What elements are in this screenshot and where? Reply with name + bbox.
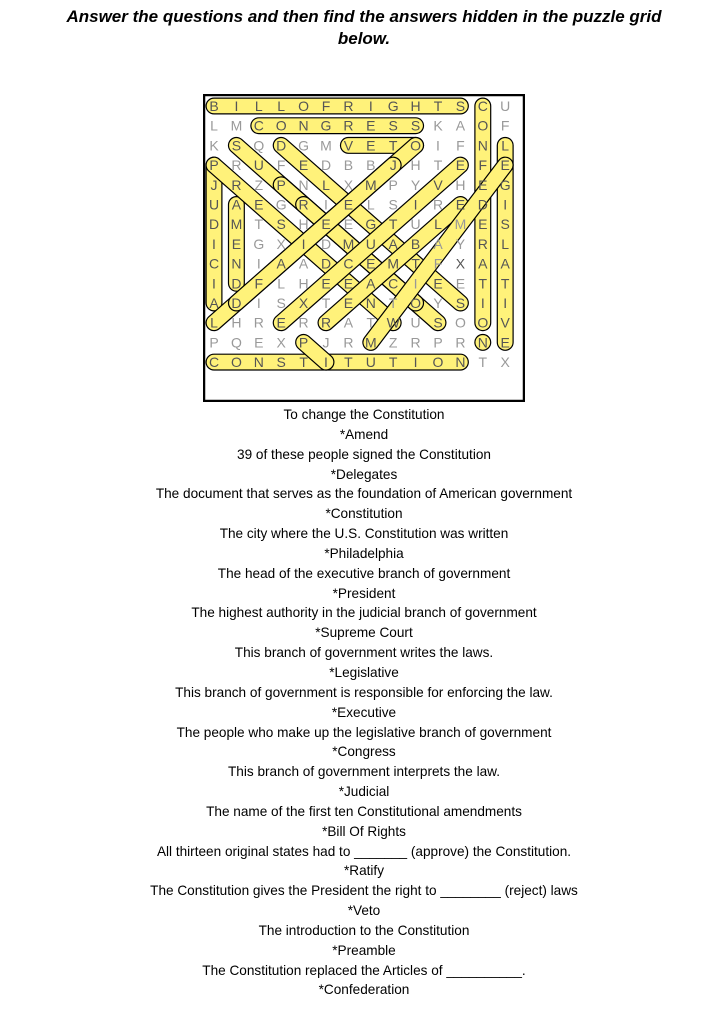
grid-letter: L <box>501 137 510 154</box>
grid-letter: C <box>477 98 488 114</box>
grid-letter: I <box>413 196 418 213</box>
grid-letter: T <box>299 354 308 371</box>
grid-letter: G <box>365 216 377 233</box>
grid-letter: L <box>322 176 330 193</box>
grid-letter: P <box>433 334 443 351</box>
word-search-grid <box>203 94 525 402</box>
grid-letter: U <box>500 98 511 114</box>
grid-letter: S <box>388 196 398 213</box>
grid-letter: I <box>324 354 328 371</box>
grid-letter: H <box>298 275 309 292</box>
grid-letter: A <box>500 255 510 272</box>
clue-answer: *Ratify <box>343 863 385 879</box>
grid-letter: D <box>320 157 332 174</box>
grid-letter: N <box>298 176 309 193</box>
grid-letter: Q <box>230 334 242 351</box>
grid-letter: M <box>454 216 467 233</box>
grid-letter: T <box>388 216 398 233</box>
grid-letter: Y <box>410 176 421 193</box>
grid-letter: I <box>256 295 261 311</box>
grid-letter: S <box>455 98 466 114</box>
grid-letter: R <box>343 334 354 351</box>
grid-letter: O <box>477 314 489 331</box>
grid-letter: Y <box>433 295 443 311</box>
grid-letter: R <box>410 334 421 351</box>
grid-letter: K <box>433 117 443 134</box>
grid-letter: N <box>477 334 488 351</box>
grid-letter: A <box>478 255 488 272</box>
grid-letter: I <box>301 235 306 252</box>
grid-letter: S <box>433 314 443 331</box>
grid-letter: T <box>388 295 398 311</box>
grid-letter: B <box>209 98 219 114</box>
grid-letter: S <box>276 354 286 371</box>
grid-letter: M <box>230 117 243 134</box>
grid-letter: T <box>433 157 443 174</box>
grid-letter: H <box>298 216 309 233</box>
clue-question: The name of the first ten Constitutional amendments <box>206 803 522 819</box>
grid-letter: D <box>231 295 242 311</box>
grid-letter: Z <box>388 334 398 351</box>
grid-letter: A <box>209 295 219 311</box>
grid-letter: V <box>433 176 443 193</box>
clue-question: The Constitution gives the President the right to ________ (reject) laws <box>150 883 578 899</box>
grid-letter: T <box>433 98 443 114</box>
clue-answer: *Supreme Court <box>315 625 413 641</box>
clue-answer: *Delegates <box>330 466 398 482</box>
grid-letter: G <box>253 235 265 252</box>
grid-letter: L <box>277 98 286 114</box>
grid-letter: R <box>320 314 332 331</box>
grid-letter: T <box>366 314 376 331</box>
grid-letter: I <box>234 98 239 114</box>
grid-letter: N <box>231 255 242 272</box>
clue-question: The head of the executive branch of government <box>217 565 511 581</box>
grid-letter: I <box>212 275 216 292</box>
grid-letter: L <box>254 98 263 114</box>
grid-letter: B <box>366 157 376 174</box>
grid-letter: P <box>298 334 309 351</box>
clue-question: The highest authority in the judicial branch of government <box>191 605 537 621</box>
grid-letter: R <box>231 176 242 193</box>
clue-question: The Constitution replaced the Articles of __________. <box>202 962 526 978</box>
clue-answer: *President <box>332 585 396 601</box>
clue-question: This branch of government is responsible for enforcing the law. <box>175 684 553 700</box>
grid-letter: Y <box>455 235 466 252</box>
grid-letter: O <box>230 354 242 371</box>
grid-letter: T <box>500 275 510 292</box>
grid-letter: S <box>500 216 510 233</box>
clue-answer: *Congress <box>332 744 396 760</box>
grid-letter: S <box>231 137 242 154</box>
grid-letter: O <box>410 295 422 311</box>
grid-letter: I <box>503 295 508 311</box>
grid-letter: H <box>455 176 466 193</box>
grid-letter: U <box>208 196 220 213</box>
instructions-line-1: Answer the questions and then find the answers hidden in the puzzle grid <box>66 7 662 26</box>
clue-answer: *Legislative <box>329 664 399 680</box>
grid-letter: A <box>388 235 398 252</box>
grid-letter: E <box>343 295 354 311</box>
grid-letter: F <box>276 157 286 174</box>
grid-letter: E <box>478 216 488 233</box>
grid-letter: S <box>388 117 398 134</box>
grid-letter: F <box>433 255 443 272</box>
grid-letter: E <box>276 314 286 331</box>
grid-letter: O <box>410 137 422 154</box>
grid-letter: N <box>477 137 488 154</box>
clue-question: The introduction to the Constitution <box>258 922 470 938</box>
grid-letter: D <box>320 235 332 252</box>
grid-letter: T <box>478 275 488 292</box>
grid-letter: T <box>254 216 264 233</box>
clue-question: To change the Constitution <box>283 407 445 422</box>
grid-letter: B <box>410 235 421 252</box>
grid-letter: A <box>455 117 466 134</box>
grid-letter: I <box>413 275 418 292</box>
grid-letter: J <box>210 176 218 193</box>
grid-letter: D <box>320 255 332 272</box>
grid-letter: L <box>366 196 375 213</box>
grid-letter: N <box>455 354 466 371</box>
grid-letter: L <box>501 235 510 252</box>
grid-letter: T <box>344 354 353 371</box>
grid-letter: R <box>343 98 354 114</box>
grid-letter: M <box>387 255 400 272</box>
grid-letter: I <box>368 98 373 114</box>
grid-letter: F <box>478 157 488 174</box>
grid-letter: L <box>210 117 218 134</box>
grid-letter: E <box>455 196 466 213</box>
grid-letter: O <box>432 354 444 371</box>
grid-letter: P <box>276 176 286 193</box>
grid-letter: L <box>210 314 218 331</box>
grid-letter: M <box>364 176 377 193</box>
grid-letter: E <box>500 334 510 351</box>
grid-letter: O <box>298 98 310 114</box>
clue-question: 39 of these people signed the Constitution <box>237 446 491 462</box>
grid-letter: O <box>275 117 287 134</box>
grid-letter: X <box>500 354 510 371</box>
grid-letter: A <box>433 235 443 252</box>
grid-letter: E <box>321 216 331 233</box>
grid-letter: O <box>477 117 489 134</box>
grid-letter: R <box>253 314 264 331</box>
clue-question: This branch of government interprets the law. <box>227 764 500 780</box>
grid-letter: U <box>410 314 421 331</box>
grid-letter: U <box>365 235 376 252</box>
grid-letter: J <box>322 334 330 351</box>
grid-letter: E <box>366 137 376 154</box>
grid-letter: E <box>455 157 466 174</box>
grid-letter: H <box>410 98 421 114</box>
grid-letter: Z <box>254 176 264 193</box>
grid-letter: K <box>209 137 219 154</box>
grid-letter: D <box>477 196 488 213</box>
grid-letter: F <box>321 98 331 114</box>
grid-letter: X <box>276 235 286 252</box>
grid-letter: S <box>410 117 421 134</box>
grid-letter: U <box>253 157 264 174</box>
grid-letter: E <box>455 275 466 292</box>
grid-letter: X <box>298 295 309 311</box>
clue-question: This branch of government writes the laws. <box>234 645 494 661</box>
grid-letter: F <box>456 137 465 154</box>
grid-letter: C <box>388 275 399 292</box>
clue-question: The people who make up the legislative branch of government <box>176 724 552 740</box>
grid-letter: R <box>455 334 466 351</box>
grid-letter: C <box>208 255 220 272</box>
grid-letter: A <box>298 255 309 272</box>
clue-answer: *Confederation <box>318 982 410 998</box>
grid-letter: H <box>231 314 242 331</box>
grid-letter: D <box>208 216 220 233</box>
grid-letter: E <box>433 275 443 292</box>
clue-answer: *Amend <box>339 426 389 442</box>
grid-letter: E <box>254 334 264 351</box>
grid-letter: I <box>503 196 508 213</box>
grid-letter: P <box>209 157 219 174</box>
grid-letter: L <box>277 275 286 292</box>
grid-letter: D <box>231 275 242 292</box>
grid-letter: E <box>343 216 354 233</box>
instructions-heading <box>0 6 728 50</box>
grid-letter: G <box>275 196 287 213</box>
grid-letter: E <box>478 176 488 193</box>
grid-letter: M <box>320 137 332 154</box>
grid-letter: C <box>343 255 354 272</box>
grid-letter: V <box>343 137 354 154</box>
grid-letter: C <box>208 354 220 371</box>
clue-answer: *Preamble <box>332 942 396 958</box>
clue-list <box>0 405 728 1000</box>
clue-answer: *Philadelphia <box>324 545 404 561</box>
grid-letter: T <box>321 295 331 311</box>
grid-letter: Q <box>253 137 265 154</box>
grid-letter: R <box>343 117 354 134</box>
grid-letter: E <box>343 275 354 292</box>
grid-letter: E <box>298 157 309 174</box>
grid-letter: U <box>365 354 376 371</box>
grid-letter: E <box>254 196 264 213</box>
grid-letter: D <box>276 137 287 154</box>
grid-letter: I <box>480 295 485 311</box>
grid-letter: W <box>386 314 400 331</box>
clue-answer: *Veto <box>347 903 381 919</box>
grid-letter: F <box>254 275 264 292</box>
grid-letter: S <box>455 295 466 311</box>
grid-letter: G <box>499 176 511 193</box>
grid-letter: P <box>388 176 398 193</box>
grid-letter: J <box>389 157 397 174</box>
grid-letter: S <box>276 216 286 233</box>
clue-question: The document that serves as the foundation of American government <box>155 486 573 502</box>
grid-letter: A <box>276 255 286 272</box>
grid-letter: E <box>321 275 331 292</box>
grid-letter: E <box>343 196 354 213</box>
grid-letter: G <box>387 98 399 114</box>
grid-letter: M <box>364 334 377 351</box>
grid-letter: N <box>298 117 309 134</box>
grid-letter: N <box>253 354 264 371</box>
grid-letter: G <box>320 117 332 134</box>
grid-letter: N <box>365 295 376 311</box>
grid-letter: E <box>231 235 242 252</box>
grid-letter: E <box>366 117 376 134</box>
clue-question: All thirteen original states had to _______ (approve) the Constitution. <box>156 843 572 859</box>
grid-letter: T <box>388 137 398 154</box>
grid-letter: C <box>253 117 264 134</box>
grid-letter: X <box>343 176 354 193</box>
grid-letter: L <box>434 216 442 233</box>
grid-letter: R <box>231 157 242 174</box>
grid-letter: F <box>500 117 510 134</box>
grid-letter: I <box>212 235 216 252</box>
grid-letter: A <box>343 314 354 331</box>
grid-letter: A <box>231 196 242 213</box>
grid-letter: T <box>411 255 420 272</box>
grid-letter: A <box>366 275 376 292</box>
grid-letter: M <box>230 216 243 233</box>
grid-letter: R <box>298 196 309 213</box>
clue-answer: *Constitution <box>325 506 403 522</box>
clue-answer: *Executive <box>331 704 397 720</box>
word-search-svg <box>203 94 525 402</box>
grid-letter: M <box>342 235 355 252</box>
grid-letter: T <box>388 354 398 371</box>
clue-answer: *Judicial <box>338 784 390 800</box>
clue-question: The city where the U.S. Constitution was written <box>219 526 509 542</box>
grid-letter: I <box>324 196 328 213</box>
grid-letter: X <box>455 255 466 272</box>
grid-letter: U <box>410 216 421 233</box>
instructions-line-2: below. <box>337 29 391 48</box>
grid-letter: V <box>500 314 510 331</box>
grid-letter: T <box>478 354 488 371</box>
grid-letter: R <box>432 196 444 213</box>
grid-letter: X <box>276 334 286 351</box>
grid-letter: R <box>477 235 488 252</box>
grid-letter: E <box>366 255 376 272</box>
clue-answer: *Bill Of Rights <box>322 823 406 839</box>
grid-letter: B <box>343 157 354 174</box>
grid-letter: R <box>298 314 309 331</box>
grid-letter: I <box>436 137 440 154</box>
grid-letter: I <box>256 255 261 272</box>
grid-letter: E <box>500 157 510 174</box>
grid-letter: O <box>454 314 466 331</box>
grid-letter: H <box>410 157 421 174</box>
grid-letter: P <box>209 334 219 351</box>
grid-letter: S <box>276 295 286 311</box>
grid-letter: I <box>413 354 418 371</box>
grid-letter: G <box>298 137 310 154</box>
